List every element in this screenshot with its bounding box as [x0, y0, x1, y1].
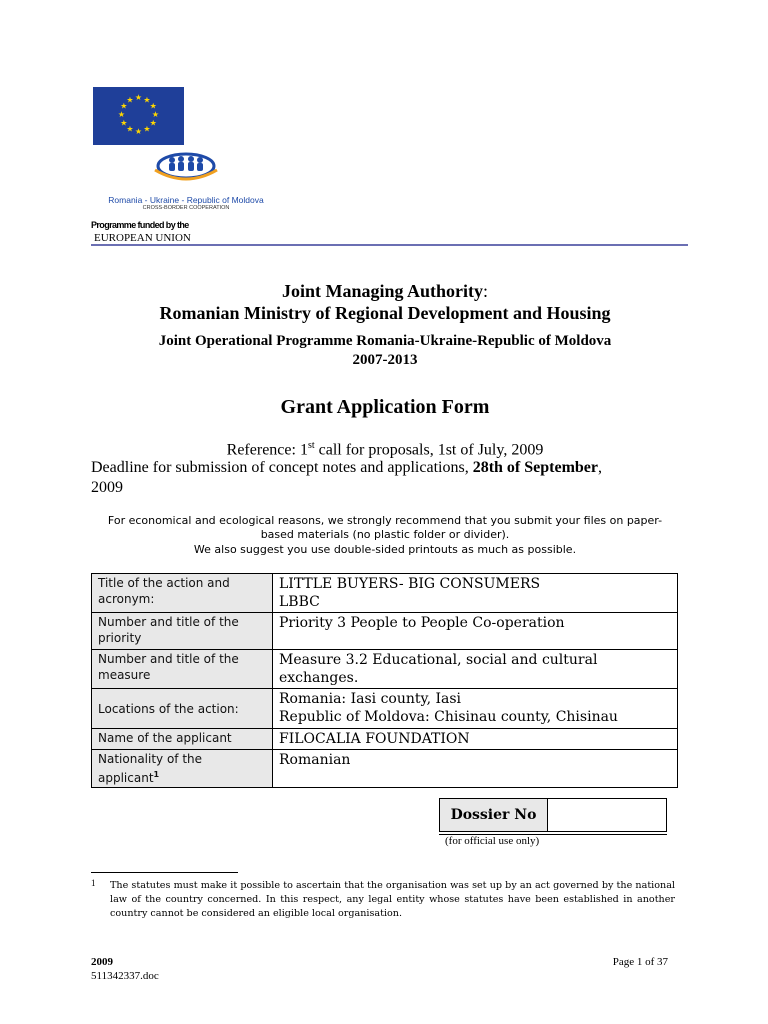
svg-text:★: ★	[149, 101, 157, 111]
row-value: Measure 3.2 Educational, social and cultural exchanges.	[273, 650, 678, 689]
svg-text:★: ★	[134, 93, 143, 102]
dossier-number-field[interactable]	[548, 799, 667, 832]
svg-text:★: ★	[126, 95, 134, 105]
deadline-date: 28th of September	[472, 459, 598, 476]
dossier-box	[439, 798, 667, 832]
footnote-divider	[91, 872, 238, 873]
page-number: Page 1 of 37	[612, 956, 668, 968]
row-label: Name of the applicant	[92, 729, 273, 750]
programme-years: 2007-2013	[352, 352, 418, 368]
footnote-mark: 1	[91, 878, 96, 888]
authority-heading	[91, 280, 679, 302]
footnote-text: The statutes must make it possible to ascertain that the organisation was set up by an act governed by the national law of the country concerned. In this respect, any legal entity whose statutes have been established in another country cannot be considered an eligible local organisation.	[110, 880, 675, 919]
row-label: Locations of the action:	[92, 689, 273, 729]
row-value: Romanian	[273, 750, 678, 788]
svg-text:★: ★	[120, 101, 128, 111]
application-info-table	[91, 573, 678, 788]
programme-heading: Joint Operational Programme Romania-Ukraine-Republic of Moldova	[158, 333, 612, 349]
table-row	[92, 613, 678, 650]
svg-text:★: ★	[126, 124, 134, 134]
action-acronym: LBBC	[279, 594, 320, 610]
action-title: LITTLE BUYERS- BIG CONSUMERS	[279, 576, 541, 592]
european-union-text: EUROPEAN UNION	[94, 232, 191, 244]
programme-logo-caption: Romania - Ukraine - Republic of Moldova	[108, 195, 264, 205]
table-row	[92, 650, 678, 689]
row-label: Number and title of the measure	[92, 650, 273, 689]
svg-text:★: ★	[117, 110, 126, 119]
nationality-label: Nationality of the applicant	[98, 752, 203, 785]
svg-text:★: ★	[120, 118, 128, 128]
table-row	[92, 729, 678, 750]
svg-text:★: ★	[149, 118, 157, 128]
dossier-label: Dossier No	[440, 799, 548, 832]
reference-prefix: Reference: 1	[226, 441, 308, 459]
row-value	[273, 574, 678, 613]
row-value: Priority 3 People to People Co-operation	[273, 613, 678, 650]
funded-by-text: Programme funded by the	[91, 220, 189, 230]
ministry-heading: Romanian Ministry of Regional Development and Housing	[159, 303, 611, 323]
form-title: Grant Application Form	[280, 396, 490, 418]
dossier-caption: (for official use only)	[439, 834, 667, 847]
row-label: Title of the action and acronym:	[92, 574, 273, 613]
table-row	[92, 689, 678, 729]
authority-colon: :	[483, 281, 489, 301]
authority-label: Joint Managing Authority	[281, 281, 483, 301]
footer-filename: 511342337.doc	[91, 970, 159, 982]
location-romania: Romania: Iasi county, Iasi	[279, 691, 462, 707]
svg-text:★: ★	[134, 127, 143, 136]
footnote-ref: 1	[153, 770, 160, 779]
deadline-prefix: Deadline for submission of concept notes and applications,	[91, 459, 473, 476]
svg-text:★: ★	[143, 95, 151, 105]
eco-note-line2: based materials (no plastic folder or divider).	[260, 528, 510, 541]
deadline-year: 2009	[91, 479, 123, 496]
row-value	[273, 689, 678, 729]
location-moldova: Republic of Moldova: Chisinau county, Chisinau	[279, 709, 618, 725]
table-row	[92, 750, 678, 788]
eu-flag-logo	[93, 87, 184, 145]
footer-year: 2009	[91, 956, 113, 968]
row-label	[92, 750, 273, 788]
svg-text:★: ★	[151, 110, 160, 119]
reference-sup: st	[307, 440, 315, 451]
header-divider	[91, 244, 688, 246]
reference-suffix: call for proposals, 1st of July, 2009	[314, 441, 544, 459]
row-value: FILOCALIA FOUNDATION	[273, 729, 678, 750]
deadline-line	[91, 458, 679, 498]
table-row	[92, 574, 678, 613]
deadline-comma: ,	[598, 459, 602, 476]
reference-line	[91, 436, 679, 460]
row-label: Number and title of the priority	[92, 613, 273, 650]
programme-logo-subcaption: CROSS-BORDER COOPERATION	[142, 205, 230, 211]
eco-note-line3: We also suggest you use double-sided printouts as much as possible.	[193, 543, 577, 556]
eco-note-line1: For economical and ecological reasons, we strongly recommend that you submit your files on paper-	[107, 514, 663, 527]
svg-text:★: ★	[143, 124, 151, 134]
